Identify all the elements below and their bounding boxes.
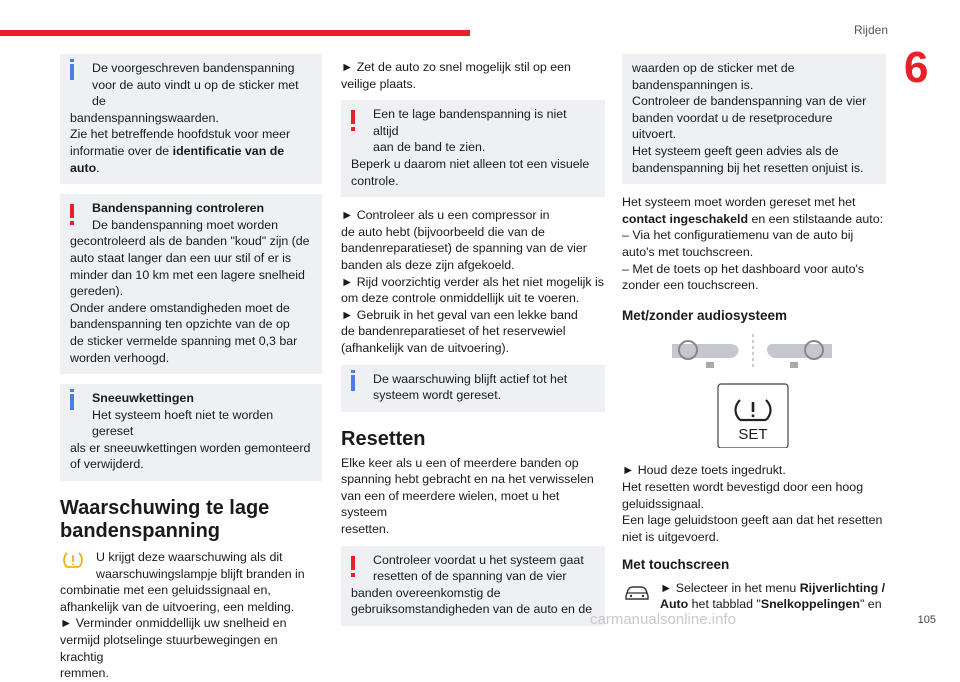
info-box — [60, 54, 322, 184]
warning-box — [341, 100, 605, 197]
text-line: systeem wordt gereset. — [373, 388, 502, 403]
dashboard-illustration — [622, 332, 886, 448]
text-line: De voorgeschreven bandenspanning — [92, 61, 295, 75]
text-line: de sticker vermelde spanning met 0,3 bar — [70, 333, 298, 348]
text-line: niet is uitgevoerd. — [622, 529, 720, 544]
info-box — [60, 384, 322, 481]
info-icon — [70, 64, 74, 80]
section-heading: Resetten — [341, 427, 426, 450]
text-block — [341, 207, 605, 356]
text-line: resetten. — [341, 522, 390, 537]
text-line: de bandenreparatieset of het reservewiel — [341, 324, 566, 339]
set-button-label: SET — [738, 426, 768, 444]
text-line: waarden op de sticker met de — [632, 61, 795, 75]
chapter-number: 6 — [904, 43, 929, 92]
text-line: van een of meerdere wielen, moet u het systeem — [341, 488, 560, 520]
text-line: – Via het configuratiemenu van de auto bij — [622, 228, 854, 243]
text-line: ► Verminder onmiddellijk uw snelheid en — [60, 616, 287, 631]
exclamation-icon — [351, 556, 355, 570]
text-line: controle. — [351, 173, 399, 188]
text-block — [622, 580, 886, 613]
page-number: 105 — [917, 614, 936, 626]
text-line: bandenreparatieset) de spanning van de vier — [341, 241, 587, 256]
text-line: Onder andere omstandigheden moet de — [70, 300, 290, 315]
text-line: voor de auto vindt u op de sticker met de — [92, 77, 299, 109]
text-line: – Met de toets op het dashboard voor auto's — [622, 261, 865, 276]
text-line: remmen. — [60, 666, 109, 681]
text-line: banden overeenkomstig de — [351, 585, 501, 600]
section-heading: Waarschuwing te lage bandenspanning — [60, 497, 270, 543]
warning-box — [60, 194, 322, 374]
text-line: Een lage geluidstoon geeft aan dat het resetten — [622, 513, 883, 528]
warning-box — [341, 546, 605, 626]
text-line: vermijd plotselinge stuurbewegingen en krachtig — [60, 633, 278, 664]
text-line: (afhankelijk van de uitvoering). — [341, 340, 510, 355]
text-line: ► Selecteer in het menu Rijverlichting / — [660, 580, 886, 595]
info-icon — [70, 394, 74, 410]
text-line: waarschuwingslampje blijft branden in — [96, 566, 305, 581]
box-title: Bandenspanning controleren — [92, 201, 265, 216]
text-line: Het resetten wordt bevestigd door een hoog — [622, 479, 864, 494]
text-line: informatie over de identificatie van de auto. — [70, 143, 285, 175]
column-2 — [341, 59, 605, 636]
text-line: aan de band te zien. — [373, 140, 486, 155]
text-line: bandenspanning bij het resetten onjuist is. — [632, 160, 864, 175]
text-line: combinatie met een geluidssignaal en, — [60, 583, 271, 598]
info-icon — [351, 375, 355, 391]
watermark: carmanualsonline.info — [590, 611, 736, 628]
text-line: Het systeem moet worden gereset met het — [622, 195, 856, 210]
text-line: worden verhoogd. — [70, 350, 170, 365]
text-block — [622, 194, 886, 294]
text-line: gecontroleerd als de banden "koud" zijn (de — [70, 234, 310, 249]
text-line: of verwijderd. — [70, 457, 144, 472]
text-line: bandenspanningswaarden. — [70, 110, 219, 125]
text-line: om deze controle onmiddellijk uit te voeren. — [341, 291, 580, 306]
text-line: bandenspanning ten opzichte van de op — [70, 317, 290, 332]
text-line: ► Gebruik in het geval van een lekke band — [341, 307, 578, 322]
text-line: bandenspanningen is. — [632, 77, 754, 92]
text-line: auto's met touchscreen. — [622, 244, 754, 259]
exclamation-icon — [70, 204, 74, 218]
text-line: U krijgt deze waarschuwing als dit — [96, 550, 283, 565]
text-line: banden voordat u de resetprocedure uitvoert. — [632, 110, 833, 142]
text-line: De bandenspanning moet worden — [92, 217, 278, 232]
text-block — [60, 549, 322, 682]
box-title: Sneeuwkettingen — [92, 391, 194, 406]
text-line: Beperk u daarom niet alleen tot een visuele — [351, 156, 590, 171]
text-line: ► Zet de auto zo snel mogelijk stil op een — [341, 60, 571, 74]
text-block — [622, 462, 886, 545]
text-line: Een te lage bandenspanning is niet altijd — [373, 107, 567, 138]
text-line: auto staat langer dan een uur stil of er is — [70, 250, 292, 265]
info-box — [341, 365, 605, 412]
text-line: Elke keer als u een of meerdere banden op — [341, 455, 579, 470]
header-accent-bar — [0, 30, 470, 36]
text-line: Het systeem geeft geen advies als de — [632, 143, 839, 158]
text-line: spanning hebt gebracht en na het verwisselen — [341, 472, 594, 487]
text-line: Het systeem hoeft niet te worden gereset — [92, 407, 274, 439]
exclamation-icon — [351, 110, 355, 124]
column-3 — [622, 54, 886, 613]
car-icon — [624, 584, 650, 602]
text-line: ► Houd deze toets ingedrukt. — [622, 463, 786, 478]
text-line: resetten of de spanning van de vier — [373, 569, 567, 584]
text-line: ► Rijd voorzichtig verder als het niet mogelijk is — [341, 274, 604, 289]
text-line: geluidssignaal. — [622, 496, 704, 511]
text-line: Zie het betreffende hoofdstuk voor meer — [70, 127, 291, 142]
tyre-pressure-warning-icon — [62, 550, 84, 570]
text-line: contact ingeschakeld en een stilstaande auto: — [622, 211, 884, 226]
continued-box — [622, 54, 886, 184]
subsection-heading: Met/zonder audiosysteem — [622, 307, 788, 323]
text-line: minder dan 10 km met een lagere snelheid — [70, 267, 305, 282]
text-block — [341, 455, 605, 538]
text-line: De waarschuwing blijft actief tot het — [373, 371, 568, 386]
section-title: Rijden — [853, 23, 888, 37]
text-line: als er sneeuwkettingen worden gemonteerd — [70, 440, 311, 455]
text-line: banden als deze zijn afgekoeld. — [341, 257, 515, 272]
text-line: de auto hebt (bijvoorbeeld die van de — [341, 224, 545, 239]
column-1 — [60, 54, 322, 682]
text-line: Auto het tabblad "Snelkoppelingen" en — [660, 597, 882, 612]
text-line: gebruiksomstandigheden van de auto en de — [351, 602, 593, 617]
text-line: ► Controleer als u een compressor in — [341, 208, 550, 223]
text-line: Controleer de bandenspanning van de vier — [632, 94, 867, 109]
text-line: Controleer voordat u het systeem gaat — [373, 552, 584, 567]
text-line: veilige plaats. — [341, 76, 417, 91]
text-line: gereden). — [70, 284, 124, 299]
text-line: afhankelijk van de uitvoering, een melding. — [60, 599, 295, 614]
subsection-heading: Met touchscreen — [622, 557, 730, 573]
text-line: zonder een touchscreen. — [622, 278, 759, 293]
